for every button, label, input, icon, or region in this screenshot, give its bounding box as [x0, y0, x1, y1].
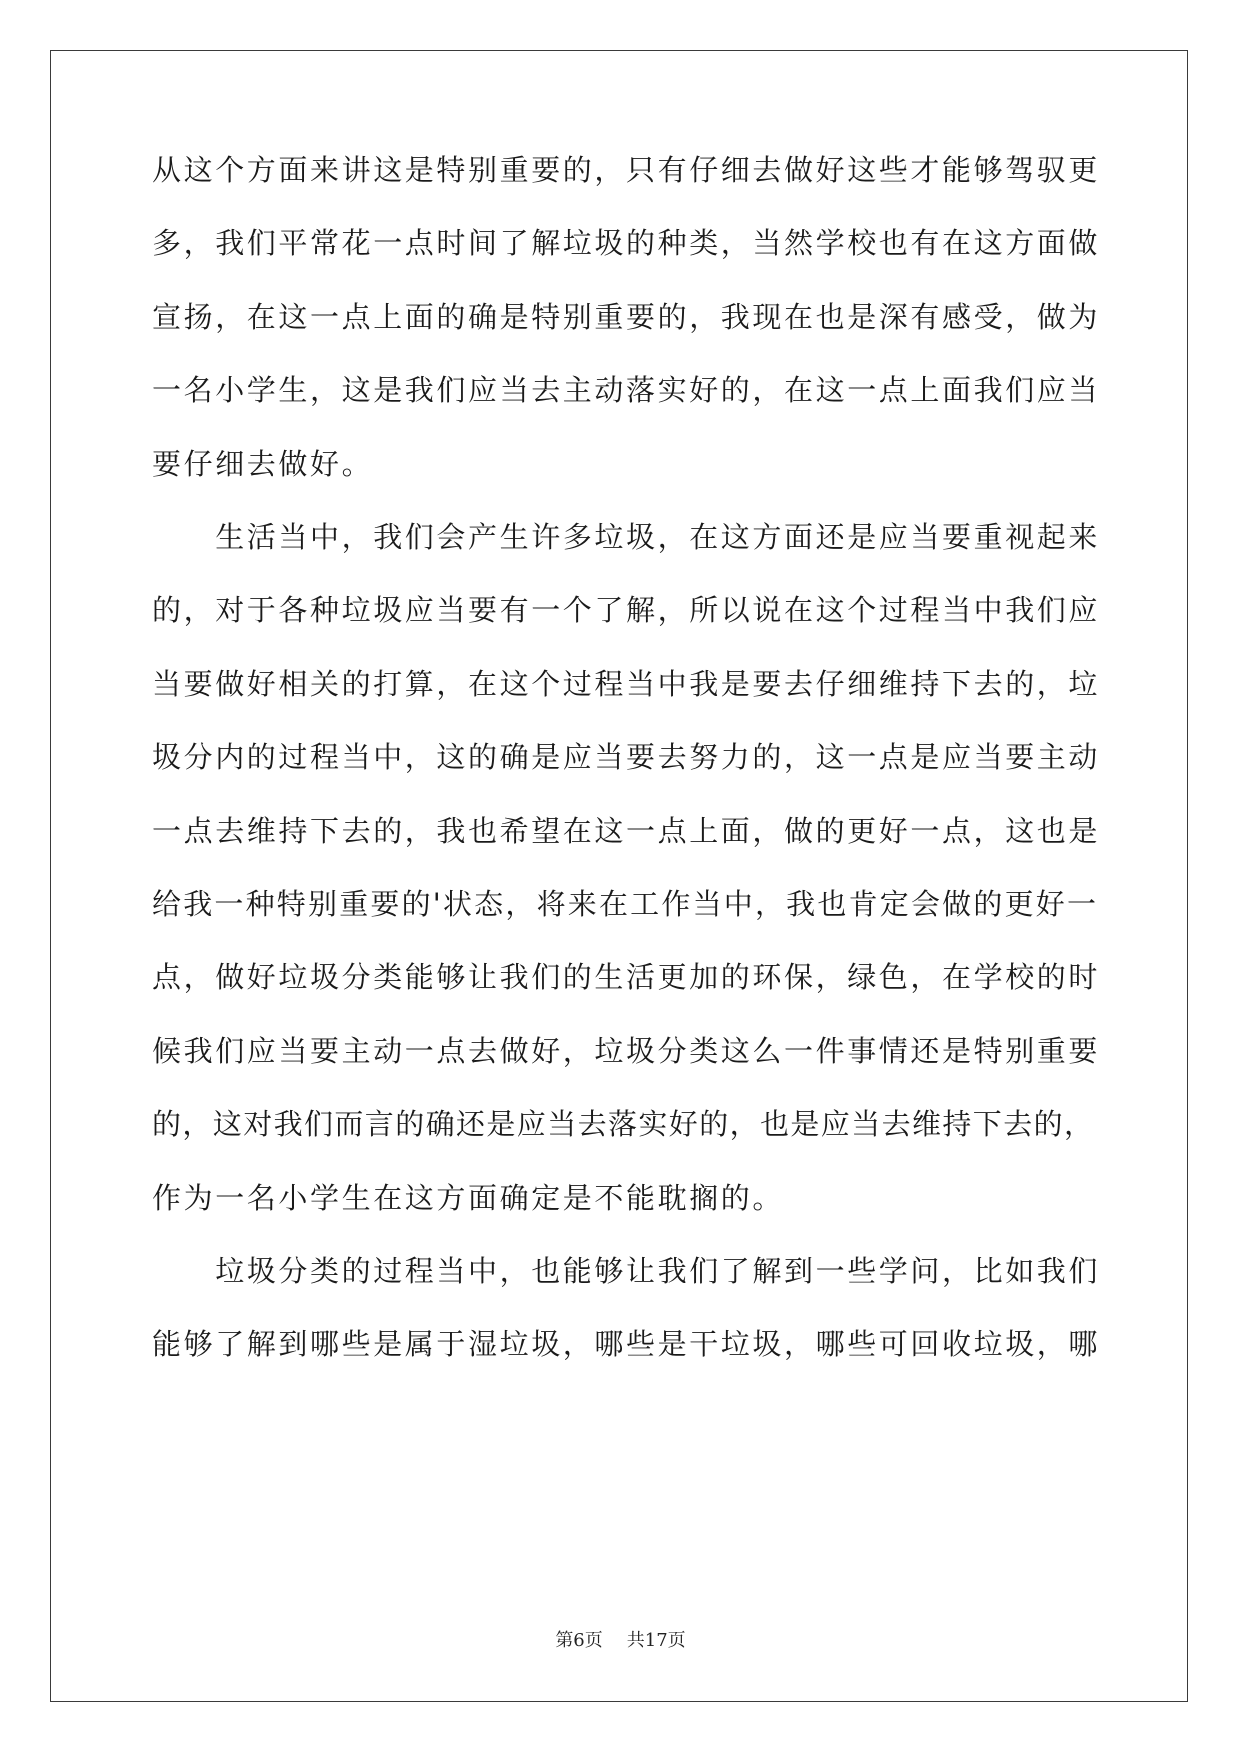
body-line-3: 宣扬，在这一点上面的确是特别重要的，我现在也是深有感受，做为	[152, 300, 1101, 334]
body-line-6: 生活当中，我们会产生许多垃圾，在这方面还是应当要重视起来	[152, 520, 1101, 554]
body-line-12: 点，做好垃圾分类能够让我们的生活更加的环保，绿色，在学校的时	[152, 960, 1101, 994]
body-line-15: 作为一名小学生在这方面确定是不能耽搁的。	[152, 1181, 785, 1215]
body-line-2: 多，我们平常花一点时间了解垃圾的种类，当然学校也有在这方面做	[152, 226, 1101, 260]
body-line-13: 候我们应当要主动一点去做好，垃圾分类这么一件事情还是特别重要	[152, 1034, 1101, 1068]
body-line-9: 圾分内的过程当中，这的确是应当要去努力的，这一点是应当要主动	[152, 740, 1101, 774]
page-footer	[0, 1626, 1241, 1652]
body-line-11: 给我一种特别重要的'状态，将来在工作当中，我也肯定会做的更好一	[152, 887, 1099, 921]
body-line-16: 垃圾分类的过程当中，也能够让我们了解到一些学问，比如我们	[152, 1254, 1101, 1288]
body-line-17: 能够了解到哪些是属于湿垃圾，哪些是干垃圾，哪些可回收垃圾，哪	[152, 1327, 1101, 1361]
body-line-7: 的，对于各种垃圾应当要有一个了解，所以说在这个过程当中我们应	[152, 593, 1101, 627]
body-line-4: 一名小学生，这是我们应当去主动落实好的，在这一点上面我们应当	[152, 373, 1101, 407]
body-line-1: 从这个方面来讲这是特别重要的，只有仔细去做好这些才能够驾驭更	[152, 153, 1101, 187]
page-number: 第6页	[555, 1630, 603, 1651]
page-border	[50, 50, 1188, 1702]
body-line-10: 一点去维持下去的，我也希望在这一点上面，做的更好一点，这也是	[152, 814, 1101, 848]
body-line-14: 的，这对我们而言的确还是应当去落实好的，也是应当去维持下去的，	[152, 1107, 1095, 1141]
body-line-8: 当要做好相关的打算，在这个过程当中我是要去仔细维持下去的，垃	[152, 667, 1101, 701]
body-line-5: 要仔细去做好。	[152, 447, 374, 481]
page-total: 共17页	[626, 1630, 686, 1651]
